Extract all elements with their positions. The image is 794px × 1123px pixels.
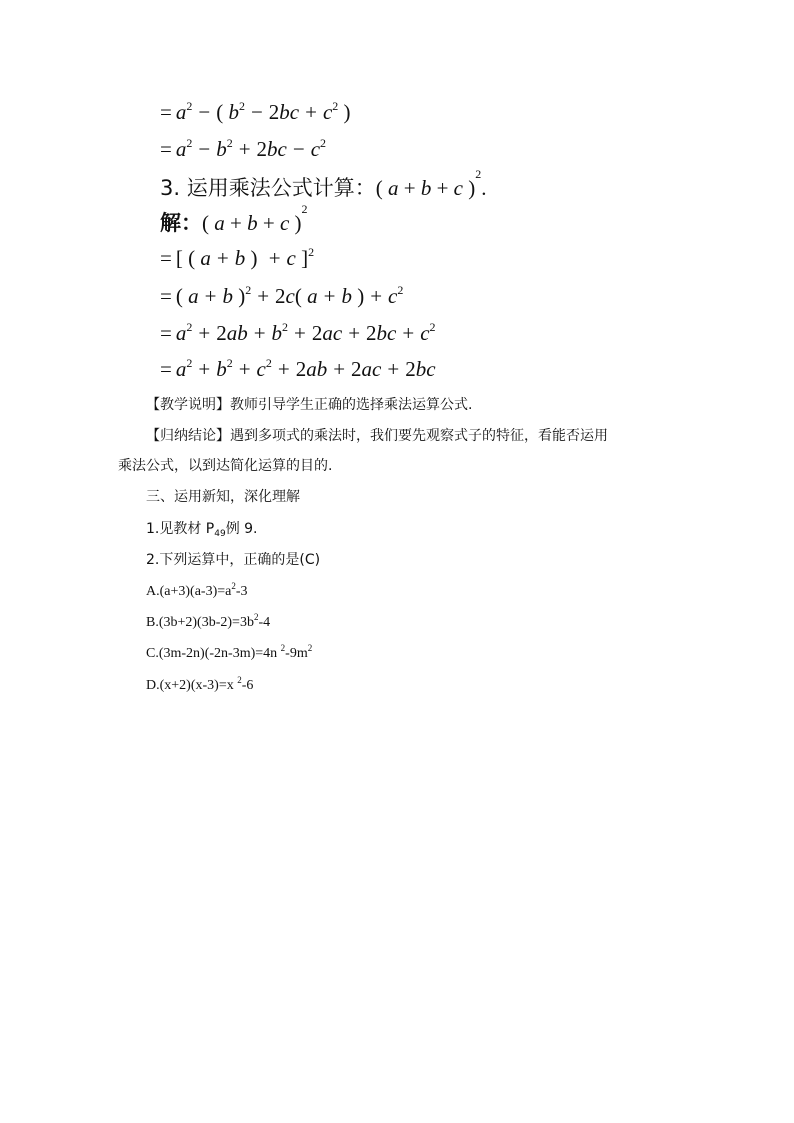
conclusion-line-1: 【归纳结论】遇到多项式的乘法时，我们要先观察式子的特征，看能否运用	[146, 428, 608, 444]
section-3-title: 三、运用新知，深化理解	[146, 489, 300, 505]
option-a: $A.(a+3)(a-3)=a^2-3$	[146, 581, 248, 599]
solution-line-2: = ( a + b )$^2$ + 2c( a + b ) + $c^2$	[160, 283, 404, 308]
item-2: 2.下列运算中，正确的是(C)	[146, 552, 321, 568]
solution-label-line: 解：( a + b + c )$^2$	[160, 202, 308, 235]
item-1: 1.见教材 $P_{49}$例 9.	[146, 521, 258, 539]
solution-line-4: = $a^2 + b^2 + c^2 + 2ab + 2ac + 2bc$	[160, 356, 436, 381]
conclusion-line-2: 乘法公式，以到达简化运算的目的.	[118, 458, 333, 474]
math-line-2: = $a^2 - b^2 + 2bc - c^2$	[160, 136, 327, 161]
option-d: D.(x+2)(x-3)=x $^2$-6	[146, 675, 254, 693]
option-c: C.(3m-2n)(-2n-3m)=4n $^2-9m^2$	[146, 643, 313, 661]
option-b: $B.(3b+2)(3b-2)=3b^2-4$	[146, 612, 271, 630]
teaching-note: 【教学说明】教师引导学生正确的选择乘法运算公式.	[146, 397, 473, 413]
problem-3-heading: 3. 运用乘法公式计算：( a + b + c )$^2$.	[160, 167, 487, 200]
solution-line-3: = $a^2 + 2ab + b^2 + 2ac + 2bc + c^2$	[160, 320, 436, 345]
math-line-1: = $a^2$ − ( $b^2 - 2bc + c^2$ )	[160, 99, 351, 124]
solution-line-1: = [ ( a + b ) + c ]$^2$	[160, 245, 315, 270]
